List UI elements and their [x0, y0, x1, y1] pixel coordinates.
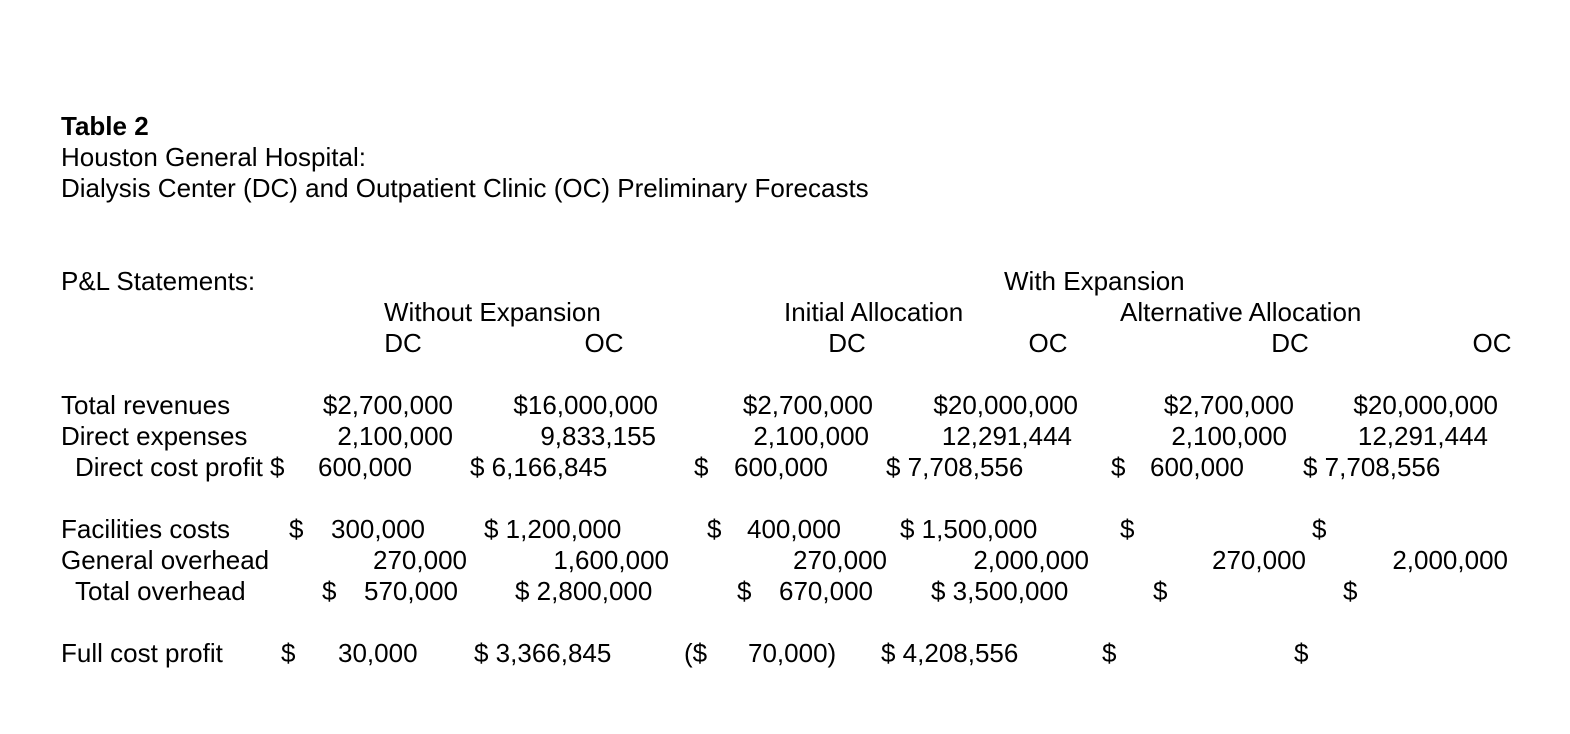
- table-cell: $2,700,000: [322, 390, 453, 420]
- table-cell: $16,000,000: [513, 390, 658, 420]
- table-cell: 570,000: [364, 576, 458, 606]
- table-cell: 600,000: [318, 452, 412, 482]
- table-cell: $: [1294, 638, 1309, 668]
- table-cell: $ 4,208,556: [881, 638, 1019, 668]
- row-label-general-overhead: General overhead: [61, 545, 270, 575]
- table-cell: $ 2,800,000: [515, 576, 653, 606]
- hospital-name: Houston General Hospital:: [61, 142, 366, 172]
- column-header-dc: DC: [828, 328, 866, 358]
- table-cell: $: [1153, 576, 1168, 606]
- table-cell: 600,000: [734, 452, 828, 482]
- table-cell: $ 3,366,845: [474, 638, 612, 668]
- table-cell: 1,600,000: [553, 545, 669, 575]
- table-cell: $: [1102, 638, 1117, 668]
- table-label: Table 2: [61, 111, 149, 141]
- alternative-allocation-header: Alternative Allocation: [1120, 297, 1362, 327]
- column-header-dc: DC: [384, 328, 422, 358]
- table-cell: $: [737, 576, 752, 606]
- table-cell: 2,000,000: [1392, 545, 1508, 575]
- table-subtitle: Dialysis Center (DC) and Outpatient Clinic (OC) Preliminary Forecasts: [61, 173, 869, 203]
- column-header-oc: OC: [1472, 328, 1512, 358]
- table-cell: $2,700,000: [742, 390, 873, 420]
- table-cell: $ 6,166,845: [470, 452, 608, 482]
- row-label-full-cost-profit: Full cost profit: [61, 638, 223, 668]
- table-cell: 2,100,000: [753, 421, 869, 451]
- row-label-facilities-costs: Facilities costs: [61, 514, 231, 544]
- table-cell: $: [707, 514, 722, 544]
- table-cell: $ 1,200,000: [484, 514, 622, 544]
- table-cell: 2,100,000: [1171, 421, 1287, 451]
- row-label-total-revenues: Total revenues: [61, 390, 231, 420]
- table-cell: $ 3,500,000: [931, 576, 1069, 606]
- table-cell: 9,833,155: [540, 421, 656, 451]
- column-header-oc: OC: [584, 328, 624, 358]
- table-cell: 270,000: [373, 545, 467, 575]
- table-cell: $20,000,000: [933, 390, 1078, 420]
- initial-allocation-header: Initial Allocation: [784, 297, 964, 327]
- table-cell: 30,000: [338, 638, 418, 668]
- table-cell: $ 7,708,556: [886, 452, 1024, 482]
- table-cell: $ 1,500,000: [900, 514, 1038, 544]
- without-expansion-header: Without Expansion: [384, 297, 601, 327]
- table-cell: 70,000): [748, 638, 837, 668]
- with-expansion-header: With Expansion: [1004, 266, 1185, 296]
- table-cell: 300,000: [331, 514, 425, 544]
- table-cell: $20,000,000: [1353, 390, 1498, 420]
- table-cell: $: [322, 576, 337, 606]
- row-label-direct-expenses: Direct expenses: [61, 421, 248, 451]
- table-cell: 400,000: [747, 514, 841, 544]
- row-label-direct-cost-profit: Direct cost profit $: [75, 452, 285, 482]
- table-cell: $2,700,000: [1163, 390, 1294, 420]
- table-cell: 12,291,444: [1357, 421, 1488, 451]
- column-header-dc: DC: [1271, 328, 1309, 358]
- table-cell: 2,100,000: [337, 421, 453, 451]
- column-header-oc: OC: [1028, 328, 1068, 358]
- table-cell: 270,000: [793, 545, 887, 575]
- table-cell: $: [1111, 452, 1126, 482]
- table-cell: 12,291,444: [941, 421, 1072, 451]
- table-cell: ($: [684, 638, 708, 668]
- table-cell: $: [289, 514, 304, 544]
- table-cell: $: [694, 452, 709, 482]
- table-cell: 670,000: [779, 576, 873, 606]
- table-cell: $: [281, 638, 296, 668]
- section-label: P&L Statements:: [61, 266, 256, 296]
- table-cell: $: [1343, 576, 1358, 606]
- table-cell: 600,000: [1150, 452, 1244, 482]
- table-cell: 2,000,000: [973, 545, 1089, 575]
- row-label-total-overhead: Total overhead: [75, 576, 246, 606]
- table-cell: $ 7,708,556: [1303, 452, 1441, 482]
- table-cell: $: [1120, 514, 1135, 544]
- table-cell: $: [1312, 514, 1327, 544]
- table-cell: 270,000: [1212, 545, 1306, 575]
